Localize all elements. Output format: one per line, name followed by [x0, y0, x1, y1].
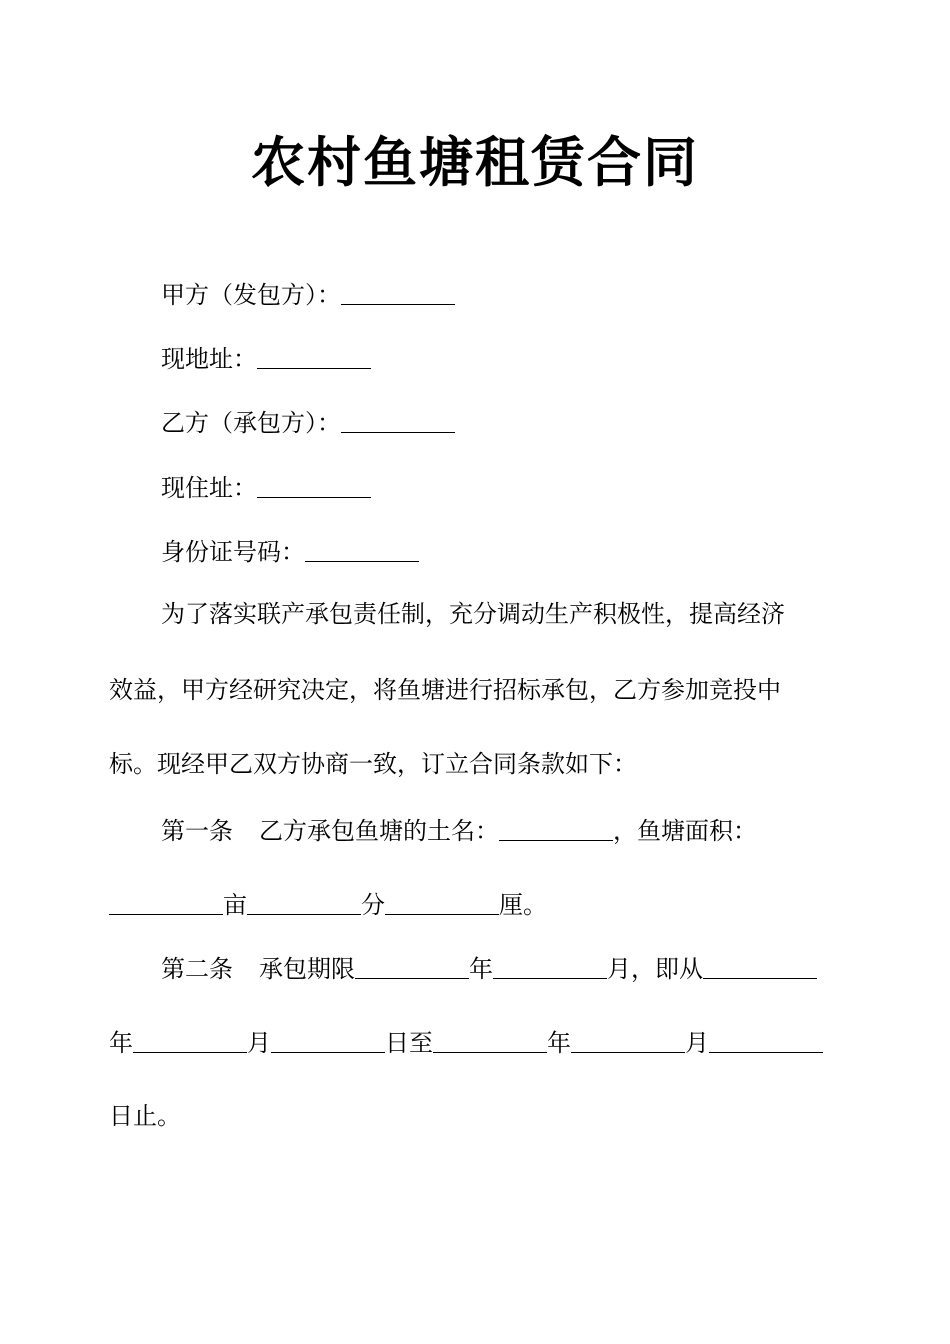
- unit-mu: 亩: [223, 891, 247, 919]
- start-year-unit: 年: [109, 1029, 133, 1057]
- id-number-label: 身份证号码：: [161, 538, 305, 566]
- party-b-label: 乙方（承包方）：: [161, 409, 341, 437]
- article-2-line-3: 日止。: [109, 1102, 181, 1130]
- party-a-blank: [341, 278, 455, 305]
- term-year-unit: 年: [469, 955, 493, 983]
- area-fen-blank: [247, 888, 361, 915]
- article-1-text-1: 乙方承包鱼塘的土名：: [259, 817, 499, 845]
- party-a-label: 甲方（发包方）：: [161, 281, 341, 309]
- article-2-text-1: 承包期限: [259, 955, 355, 983]
- party-b-line: [161, 406, 455, 439]
- start-day-to: 日至: [385, 1029, 433, 1057]
- term-years-blank: [355, 952, 469, 979]
- article-2-text-2: ，即从: [631, 955, 703, 983]
- preamble-line-1: 为了落实联产承包责任制，充分调动生产积极性，提高经济: [161, 600, 785, 628]
- preamble-line-2: 效益，甲方经研究决定，将鱼塘进行招标承包，乙方参加竞投中: [109, 676, 781, 704]
- party-a-address-line: [161, 342, 371, 375]
- end-year-blank: [433, 1026, 547, 1053]
- area-mu-blank: [109, 888, 223, 915]
- document-title: 农村鱼塘租赁合同: [251, 131, 699, 194]
- preamble-line-3: 标。现经甲乙双方协商一致，订立合同条款如下：: [109, 750, 637, 778]
- land-name-blank: [499, 814, 613, 841]
- article-2-line-1: [161, 952, 817, 985]
- article-1-line-1: [161, 814, 757, 847]
- end-day-blank: [709, 1026, 823, 1053]
- article-1-text-2: ，鱼塘面积：: [613, 817, 757, 845]
- start-day-blank: [271, 1026, 385, 1053]
- end-year-unit: 年: [547, 1029, 571, 1057]
- party-b-blank: [341, 406, 455, 433]
- start-month-unit: 月: [247, 1029, 271, 1057]
- term-months-blank: [493, 952, 607, 979]
- term-month-unit: 月: [607, 955, 631, 983]
- id-number-line: [161, 535, 419, 568]
- start-month-blank: [133, 1026, 247, 1053]
- end-month-blank: [571, 1026, 685, 1053]
- party-b-address-label: 现住址：: [161, 474, 257, 502]
- party-b-address-line: [161, 471, 371, 504]
- party-a-address-blank: [257, 342, 371, 369]
- start-year-blank: [703, 952, 817, 979]
- party-a-address-label: 现地址：: [161, 345, 257, 373]
- party-a-line: [161, 278, 455, 311]
- unit-fen: 分: [361, 891, 385, 919]
- party-b-address-blank: [257, 471, 371, 498]
- article-1-line-2: [109, 888, 547, 921]
- area-li-blank: [385, 888, 499, 915]
- article-2-line-2: [109, 1026, 823, 1059]
- article-2-number: 第二条: [161, 955, 233, 983]
- article-1-number: 第一条: [161, 817, 233, 845]
- end-month-unit: 月: [685, 1029, 709, 1057]
- unit-li: 厘。: [499, 891, 547, 919]
- id-number-blank: [305, 535, 419, 562]
